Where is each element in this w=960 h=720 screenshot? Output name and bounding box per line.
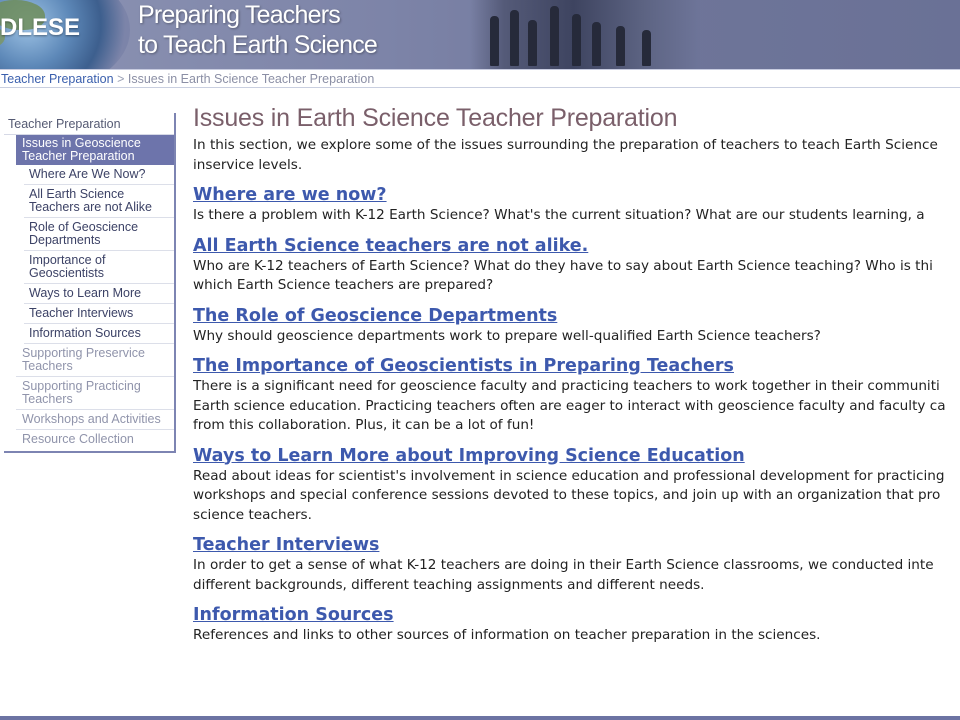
person-figure bbox=[510, 10, 519, 66]
section-description-line: Why should geoscience departments work to prepare well-qualified Earth Science teachers? bbox=[193, 327, 821, 344]
sidebar-subitem-importance-of-geoscientists[interactable]: Importance of Geoscientists bbox=[24, 251, 174, 284]
page-title: Issues in Earth Science Teacher Preparation bbox=[193, 104, 678, 132]
section-description-line: References and links to other sources of information on teacher preparation in the sciences. bbox=[193, 627, 821, 643]
section-link-information-sources[interactable]: Information Sources bbox=[193, 605, 394, 625]
site-banner bbox=[0, 0, 960, 70]
banner-title-line1: Preparing Teachers bbox=[138, 1, 340, 29]
section-link-role-of-departments[interactable]: The Role of Geoscience Departments bbox=[193, 305, 558, 326]
section-teacher-interviews bbox=[193, 534, 960, 595]
breadcrumb-separator: > bbox=[117, 72, 125, 86]
section-where-are-we-now bbox=[193, 184, 960, 226]
intro-text-line: In this section, we explore some of the issues surrounding the preparation of teachers to teach Earth Science bbox=[193, 137, 938, 153]
footer-bar bbox=[0, 716, 960, 720]
section-description-line: different backgrounds, different teaching assignments and different needs. bbox=[193, 576, 705, 593]
sidebar-subitem-role-of-departments[interactable]: Role of Geoscience Departments bbox=[24, 218, 174, 251]
intro-text-line: inservice levels. bbox=[193, 156, 303, 173]
breadcrumb-current: Issues in Earth Science Teacher Preparation bbox=[127, 72, 375, 86]
person-figure bbox=[490, 16, 499, 66]
sidebar-nav bbox=[4, 113, 176, 453]
banner-divider bbox=[0, 69, 960, 70]
section-role-of-departments bbox=[193, 305, 960, 347]
section-description-line: workshops and special conference sessions devoted to these topics, and join up with an organization that pro bbox=[193, 487, 941, 503]
section-ways-to-learn-more bbox=[193, 445, 960, 526]
section-description-line: Is there a problem with K-12 Earth Science? What's the current situation? What are our students learning, a bbox=[193, 207, 925, 223]
banner-photo-people bbox=[470, 0, 700, 70]
section-description-line: In order to get a sense of what K-12 teachers are doing in their Earth Science classrooms, we conducted inte bbox=[193, 557, 934, 573]
person-figure bbox=[592, 22, 601, 66]
section-link-teacher-interviews[interactable]: Teacher Interviews bbox=[193, 535, 380, 555]
section-description-line: Read about ideas for scientist's involvement in science education and professional development for practicing bbox=[193, 467, 945, 484]
section-description-line: science teachers. bbox=[193, 506, 312, 523]
section-link-ways-to-learn-more[interactable]: Ways to Learn More about Improving Science Education bbox=[193, 445, 745, 466]
person-figure bbox=[616, 26, 625, 66]
sidebar-subitem-ways-to-learn-more[interactable]: Ways to Learn More bbox=[24, 284, 174, 304]
sidebar-item-issues-current[interactable]: Issues in Geoscience Teacher Preparation bbox=[16, 135, 174, 165]
person-figure bbox=[550, 6, 559, 66]
sidebar-subitem-where-are-we-now[interactable]: Where Are We Now? bbox=[24, 165, 174, 185]
section-importance-of-geoscientists bbox=[193, 355, 960, 436]
breadcrumb bbox=[0, 71, 960, 88]
sidebar-subitem-teacher-interviews[interactable]: Teacher Interviews bbox=[24, 304, 174, 324]
sidebar-item-teacher-preparation[interactable]: Teacher Preparation bbox=[4, 113, 174, 135]
section-information-sources bbox=[193, 604, 960, 646]
section-link-teachers-not-alike[interactable]: All Earth Science teachers are not alike. bbox=[193, 235, 589, 256]
section-description-line: Who are K-12 teachers of Earth Science? What do they have to say about Earth Science teaching? Who is thi bbox=[193, 257, 933, 274]
section-description-line: which Earth Science teachers are prepared? bbox=[193, 277, 494, 293]
section-description-line: from this collaboration. Plus, it can be a lot of fun! bbox=[193, 417, 535, 433]
sidebar-item-supporting-preservice[interactable]: Supporting Preservice Teachers bbox=[16, 344, 174, 377]
sidebar-subitem-information-sources[interactable]: Information Sources bbox=[24, 324, 174, 344]
sidebar-item-resource-collection[interactable]: Resource Collection bbox=[22, 432, 134, 446]
person-figure bbox=[528, 20, 537, 66]
dlese-logo[interactable]: DLESE bbox=[0, 14, 81, 41]
sidebar-item-workshops-activities[interactable]: Workshops and Activities bbox=[16, 410, 174, 430]
section-teachers-not-alike bbox=[193, 235, 960, 296]
sidebar-item-supporting-practicing[interactable]: Supporting Practicing Teachers bbox=[16, 377, 174, 410]
intro-paragraph bbox=[193, 136, 960, 175]
person-figure bbox=[642, 30, 651, 66]
section-link-importance-of-geoscientists[interactable]: The Importance of Geoscientists in Preparing Teachers bbox=[193, 356, 734, 376]
main-content bbox=[193, 102, 960, 646]
banner-title-line2: to Teach Earth Science bbox=[138, 31, 378, 59]
breadcrumb-link-teacher-preparation[interactable]: Teacher Preparation bbox=[1, 72, 114, 86]
person-figure bbox=[572, 14, 581, 66]
section-description-line: Earth science education. Practicing teachers often are eager to interact with geoscience faculty and faculty ca bbox=[193, 397, 946, 414]
sidebar-subitem-teachers-not-alike[interactable]: All Earth Science Teachers are not Alike bbox=[24, 185, 174, 218]
section-description-line: There is a significant need for geoscience faculty and practicing teachers to work together in their communiti bbox=[193, 378, 940, 394]
section-link-where-are-we-now[interactable]: Where are we now? bbox=[193, 185, 387, 205]
